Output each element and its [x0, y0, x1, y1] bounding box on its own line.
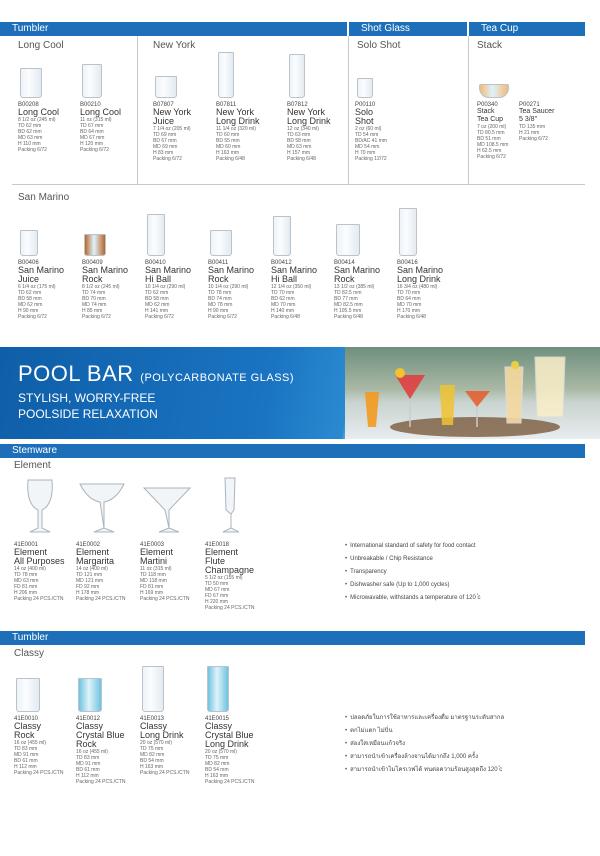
- feature-item: • สามารถนำเข้าเครื่องล้างจานได้มากถึง 1,000 ครั้ง: [345, 751, 504, 764]
- product-specs: 8 1/2 oz (245 ml) TD 62 mm BD 62 mm MD 63 mm H 110 mm Packing 6/72: [18, 117, 56, 153]
- product-code: B00414: [334, 260, 355, 266]
- subhead-stack: Stack: [477, 40, 503, 51]
- product-image: [477, 50, 521, 98]
- product-card: [14, 664, 76, 776]
- feature-item: • International standard of safety for food contact: [345, 540, 481, 553]
- product-image: [205, 476, 267, 538]
- product-specs: 16 oz (455 ml) TD 83 mm MD 91 mm BD 61 mm H 112 mm Packing 24 PCS./CTN: [76, 749, 126, 785]
- product-specs: 2 oz (60 ml) TD 54 mm BD/AC 41 mm MD 54 mm H 70 mm Packing 12/72: [355, 126, 387, 162]
- product-specs: 11 oz (315 ml) TD 67 mm BD 64 mm MD 67 mm H 120 mm Packing 6/72: [80, 117, 112, 153]
- product-card: [14, 476, 76, 602]
- product-image: [140, 664, 202, 712]
- product-image: [205, 664, 267, 712]
- section-bar-tumbler: [0, 22, 347, 36]
- product-specs: 16 3/4 oz (480 ml) TD 70 mm BD 64 mm MD 70 mm H 170 mm Packing 6/48: [397, 284, 438, 320]
- product-card: [76, 664, 138, 785]
- product-name: New York Juice: [153, 107, 192, 126]
- product-image: [208, 208, 270, 256]
- glass-image: [273, 216, 291, 256]
- banner-line-3: POOLSIDE RELAXATION: [18, 407, 158, 421]
- product-name: New York Long Drink: [216, 107, 260, 126]
- product-image: [334, 208, 396, 256]
- glass-image: [399, 208, 417, 256]
- feature-item: • ส่องใสเหมือนแก้วจริง: [345, 738, 504, 751]
- product-code: B07812: [287, 102, 308, 108]
- product-image: [519, 50, 563, 98]
- product-image: [397, 208, 459, 256]
- product-specs: TD 135 mm H 21 mm Packing 6/72: [519, 124, 548, 142]
- subhead-element: Element: [14, 460, 51, 471]
- product-code: P00110: [355, 102, 376, 108]
- product-image: [18, 50, 80, 98]
- product-name: Element Martini: [140, 547, 174, 566]
- product-image: [80, 50, 142, 98]
- stem-glass-image: [76, 476, 136, 536]
- product-specs: 14 oz (400 ml) TD 121 mm MD 121 mm FD 92 mm H 178 mm Packing 24 PCS./CTN: [76, 566, 126, 602]
- product-image: [216, 50, 278, 98]
- column-divider: [468, 36, 469, 184]
- section-bar-tea-cup: [469, 22, 585, 36]
- product-name: Solo Shot: [355, 107, 374, 126]
- features-list-th: [345, 712, 504, 777]
- glass-image: [521, 97, 522, 98]
- product-specs: 14 oz (400 ml) TD 78 mm MD 63 mm FD 81 mm H 206 mm Packing 24 PCS./CTN: [14, 566, 64, 602]
- product-name: San Marino Hi Ball: [271, 265, 318, 284]
- product-specs: 11 1/4 oz (320 ml) TD 60 mm BD 55 mm MD 60 mm H 163 mm Packing 6/48: [216, 126, 256, 162]
- banner-line-2: STYLISH, WORRY-FREE: [18, 391, 156, 405]
- product-specs: 7 1/4 oz (205 ml) TD 69 mm BD 67 mm MD 69 mm H 83 mm Packing 6/72: [153, 126, 191, 162]
- product-name: San Marino Long Drink: [397, 265, 444, 284]
- feature-item: • Transparency: [345, 566, 481, 579]
- product-card: [271, 208, 333, 320]
- product-image: [82, 208, 144, 256]
- product-code: 41E0013: [140, 716, 165, 722]
- product-card: [205, 476, 267, 611]
- product-card: [145, 208, 207, 320]
- section-bar-tumbler-classy: [0, 631, 585, 645]
- section-bar-stemware: [0, 444, 585, 458]
- product-code: 41E0003: [140, 542, 165, 548]
- product-code: B00411: [208, 260, 229, 266]
- feature-item: • ตกไม่แตก ไม่บิ่น: [345, 725, 504, 738]
- section-bar-label: Shot Glass: [361, 23, 410, 34]
- product-card: [287, 50, 349, 162]
- product-specs: 12 oz (340 ml) TD 63 mm BD 58 mm MD 63 mm H 157 mm Packing 6/48: [287, 126, 319, 162]
- product-image: [140, 476, 202, 538]
- product-code: P00271: [519, 102, 540, 108]
- section-bar-label: Tumbler: [12, 23, 49, 34]
- glass-image: [82, 64, 102, 98]
- poolside-drinks-photo: [345, 347, 600, 439]
- product-name: Element Flute Champagne: [205, 547, 255, 575]
- product-card: [18, 208, 80, 320]
- product-card: [82, 208, 144, 320]
- subhead-long-cool: Long Cool: [18, 40, 64, 51]
- feature-item: • ปลอดภัยในการใช้อาหารและเครื่องดื่ม มาตรฐานระดับสากล: [345, 712, 504, 725]
- glass-image: [155, 76, 177, 98]
- product-specs: 13 1/2 oz (385 ml) TD 82.5 mm BD 77 mm MD 82.5 mm H 105.5 mm Packing 6/48: [334, 284, 375, 320]
- glass-image: [210, 230, 232, 256]
- product-card: [216, 50, 278, 162]
- glass-image: [142, 666, 164, 712]
- product-name: Stack Tea Cup: [477, 108, 504, 123]
- product-card: [334, 208, 396, 320]
- banner-title-note: (POLYCARBONATE GLASS): [140, 372, 295, 384]
- product-code: B00412: [271, 260, 292, 266]
- product-specs: 20 oz (570 ml) TD 75 mm MD 82 mm BD 54 mm H 163 mm Packing 24 PCS./CTN: [205, 749, 255, 785]
- product-card: [140, 476, 202, 602]
- product-card: [397, 208, 459, 320]
- product-card: [208, 208, 270, 320]
- glass-image: [289, 54, 305, 98]
- product-code: B07811: [216, 102, 237, 108]
- product-specs: 16 oz (455 ml) TD 83 mm MD 91 mm BD 61 mm H 112 mm Packing 24 PCS./CTN: [14, 740, 64, 776]
- glass-image: [20, 230, 38, 256]
- product-card: [76, 476, 138, 602]
- product-code: 41E0010: [14, 716, 39, 722]
- product-name: Element Margarita: [76, 547, 115, 566]
- product-specs: 10 1/4 oz (290 ml) TD 62 mm BD 58 mm MD 62 mm H 141 mm Packing 6/72: [145, 284, 186, 320]
- product-card: [355, 50, 417, 162]
- product-card: [477, 50, 521, 160]
- product-code: 41E0015: [205, 716, 230, 722]
- product-card: [140, 664, 202, 776]
- product-image: [76, 664, 138, 712]
- section-bar-shot-glass: [349, 22, 467, 36]
- product-code: B00410: [145, 260, 166, 266]
- glass-image: [479, 84, 509, 98]
- product-image: [271, 208, 333, 256]
- product-code: B00208: [18, 102, 39, 108]
- product-image: [14, 476, 76, 538]
- glass-image: [218, 52, 234, 98]
- pool-bar-banner: [0, 347, 600, 439]
- product-specs: 12 1/4 oz (350 ml) TD 70 mm BD 62 mm MD 70 mm H 140 mm Packing 6/48: [271, 284, 312, 320]
- row-divider: [12, 184, 585, 185]
- product-specs: 11 oz (315 ml) TD 118 mm MD 118 mm FD 81 mm H 169 mm Packing 24 PCS./CTN: [140, 566, 190, 602]
- product-code: B00406: [18, 260, 39, 266]
- section-bar-label: Tumbler: [12, 632, 49, 643]
- subhead-new-york: New York: [153, 40, 196, 51]
- product-specs: 8 1/2 oz (245 ml) TD 74 mm BD 70 mm MD 74 mm H 85 mm Packing 6/72: [82, 284, 120, 320]
- product-card: [18, 50, 80, 153]
- product-specs: 10 1/4 oz (290 ml) TD 78 mm BD 74 mm MD 78 mm H 90 mm Packing 6/72: [208, 284, 249, 320]
- product-card: [80, 50, 142, 153]
- product-code: B00210: [80, 102, 101, 108]
- product-code: B00409: [82, 260, 103, 266]
- product-name: Tea Saucer 5 3/8": [519, 108, 555, 123]
- product-name: San Marino Rock: [82, 265, 129, 284]
- glass-image: [84, 234, 106, 256]
- feature-item: • Unbreakable / Chip Resistance: [345, 553, 481, 566]
- section-bar-label: Tea Cup: [481, 23, 519, 34]
- product-name: Classy Long Drink: [140, 721, 184, 740]
- product-image: [153, 50, 215, 98]
- product-image: [76, 476, 138, 538]
- stem-glass-image: [140, 476, 200, 536]
- product-code: B00416: [397, 260, 418, 266]
- product-code: 41E0012: [76, 716, 101, 722]
- product-name: Classy Crystal Blue Long Drink: [205, 721, 254, 749]
- glass-image: [357, 78, 373, 98]
- product-image: [355, 50, 417, 98]
- glass-image: [336, 224, 360, 256]
- product-name: San Marino Rock: [334, 265, 381, 284]
- feature-item: • Dishwasher safe (Up to 1,000 cycles): [345, 579, 481, 592]
- product-name: Element All Purposes: [14, 547, 65, 566]
- product-card: [519, 50, 563, 142]
- product-card: [205, 664, 267, 785]
- glass-image: [147, 214, 165, 256]
- subhead-solo-shot: Solo Shot: [357, 40, 401, 51]
- banner-title-text: POOL BAR: [18, 361, 134, 386]
- product-name: Long Cool: [18, 107, 60, 117]
- product-image: [287, 50, 349, 98]
- subhead-san-marino: San Marino: [18, 192, 70, 203]
- stem-glass-image: [205, 476, 265, 536]
- product-name: Long Cool: [80, 107, 122, 117]
- product-code: 41E0002: [76, 542, 101, 548]
- product-code: B07807: [153, 102, 174, 108]
- features-list-en: [345, 540, 481, 605]
- product-specs: 20 oz (570 ml) TD 75 mm MD 82 mm BD 54 mm H 163 mm Packing 24 PCS./CTN: [140, 740, 190, 776]
- product-name: San Marino Hi Ball: [145, 265, 192, 284]
- glass-image: [78, 678, 102, 712]
- product-image: [18, 208, 80, 256]
- product-specs: 7 oz (200 ml) TD 80.5 mm BD 51 mm MD 108.5 mm H 62.5 mm Packing 6/72: [477, 124, 509, 160]
- feature-item: • Microwavable, withstands a temperature of 120 ̊c: [345, 592, 481, 605]
- glass-image: [207, 666, 229, 712]
- product-card: [153, 50, 215, 162]
- product-specs: 6 1/4 oz (175 ml) TD 62 mm BD 58 mm MD 62 mm H 90 mm Packing 6/72: [18, 284, 56, 320]
- cocktail-glasses-illustration: [345, 347, 600, 439]
- product-image: [145, 208, 207, 256]
- product-image: [14, 664, 76, 712]
- product-name: San Marino Juice: [18, 265, 65, 284]
- stem-glass-image: [14, 476, 74, 536]
- glass-image: [16, 678, 40, 712]
- subhead-classy: Classy: [14, 648, 45, 659]
- product-specs: 5 1/2 oz (155 ml) TD 50 mm MD 67 mm FD 67 mm H 220 mm Packing 24 PCS./CTN: [205, 575, 255, 611]
- product-name: Classy Rock: [14, 721, 42, 740]
- product-code: 41E0001: [14, 542, 39, 548]
- product-code: P00340: [477, 102, 498, 108]
- banner-title: [18, 361, 294, 387]
- glass-image: [20, 68, 42, 98]
- section-bar-label: Stemware: [12, 445, 58, 456]
- product-name: San Marino Rock: [208, 265, 255, 284]
- product-code: 41E0018: [205, 542, 230, 548]
- product-name: New York Long Drink: [287, 107, 331, 126]
- product-name: Classy Crystal Blue Rock: [76, 721, 125, 749]
- feature-item: • สามารถนำเข้าไมโครเวฟได้ ทนต่อความร้อนสูงสุดถึง 120 ̊c: [345, 764, 504, 777]
